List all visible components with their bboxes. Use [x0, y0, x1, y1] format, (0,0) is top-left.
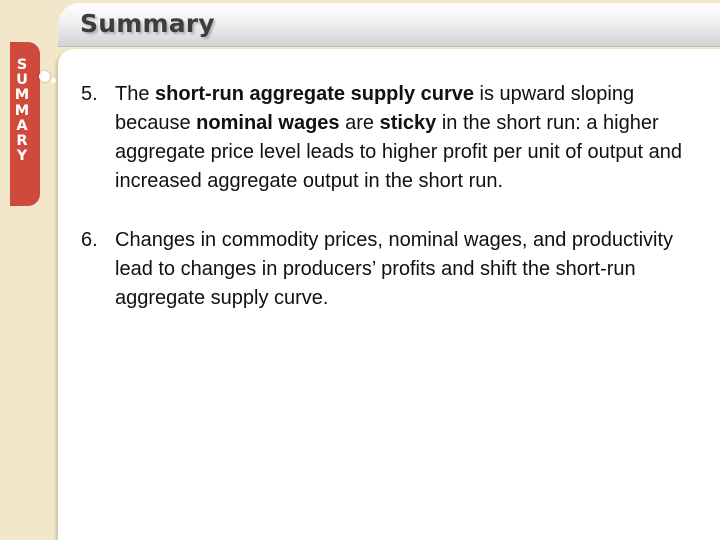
item-number: 6. — [81, 229, 98, 251]
side-letter: M — [14, 87, 30, 104]
item-text — [115, 229, 673, 309]
side-letter: A — [16, 117, 28, 134]
text-segment: The — [115, 83, 156, 105]
side-letter: R — [16, 132, 28, 149]
text-segment: is upward sloping because — [115, 83, 635, 134]
list-item — [81, 80, 696, 196]
summary-list — [81, 80, 696, 343]
side-letter: S — [16, 57, 28, 73]
summary-side-label — [10, 58, 34, 164]
bold-term: short-run aggregate supply curve — [155, 83, 474, 105]
side-letter: Y — [16, 148, 28, 165]
text-segment: Changes in commodity prices, nominal wages, and productivity lead to changes in producers’ profits and shift the short-run aggregate supply curve. — [115, 229, 674, 309]
item-text — [115, 83, 682, 192]
bold-term: nominal wages — [196, 112, 340, 134]
list-item — [81, 226, 696, 313]
text-segment: are — [339, 112, 380, 134]
hinge-dot-icon — [51, 78, 56, 83]
item-number: 5. — [81, 83, 98, 105]
text-segment: in the short run: a higher aggregate price level leads to higher profit per unit of output and increased aggregate output in the short run. — [115, 112, 683, 192]
panel-corner-decoration — [40, 462, 58, 540]
side-letter: U — [16, 72, 28, 89]
page-title: Summary — [80, 9, 215, 38]
title-bar — [58, 3, 720, 47]
bullet-dot-icon — [39, 71, 50, 82]
bold-term: sticky — [379, 112, 437, 134]
side-letter: M — [14, 102, 30, 119]
